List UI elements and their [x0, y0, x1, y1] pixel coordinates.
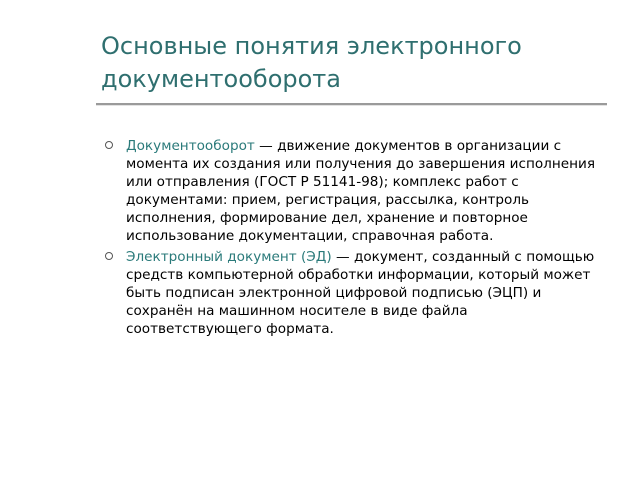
bullet-item-document-flow: [105, 137, 605, 245]
definition-electronic-document: — документ, созданный с помощью средств компьютерной обработки информации, который может быть подписан электронной цифровой подписью (ЭЦП) и сохранён на машинном носителе в виде файла соответствующего формата.: [126, 249, 595, 337]
term-document-flow: Документооборот: [126, 138, 255, 154]
bullet-icon: [105, 141, 113, 149]
term-electronic-document: Электронный документ (ЭД): [126, 249, 332, 265]
definition-document-flow: — движение документов в организации с момента их создания или получения до завершения исполнения или отправления (ГОСТ Р 51141-98); комплекс работ с документами: прием, регистрация, рассылка, контроль исполнения, формирование дел, хранение и повторное использование документации, справочная работа.: [126, 138, 596, 244]
slide-title: Основные понятия электронного документооборота: [101, 32, 522, 93]
bullet-icon: [105, 252, 113, 260]
title-divider: [96, 103, 607, 106]
bullet-item-electronic-document: [105, 248, 605, 338]
bullet-list: [105, 137, 605, 341]
